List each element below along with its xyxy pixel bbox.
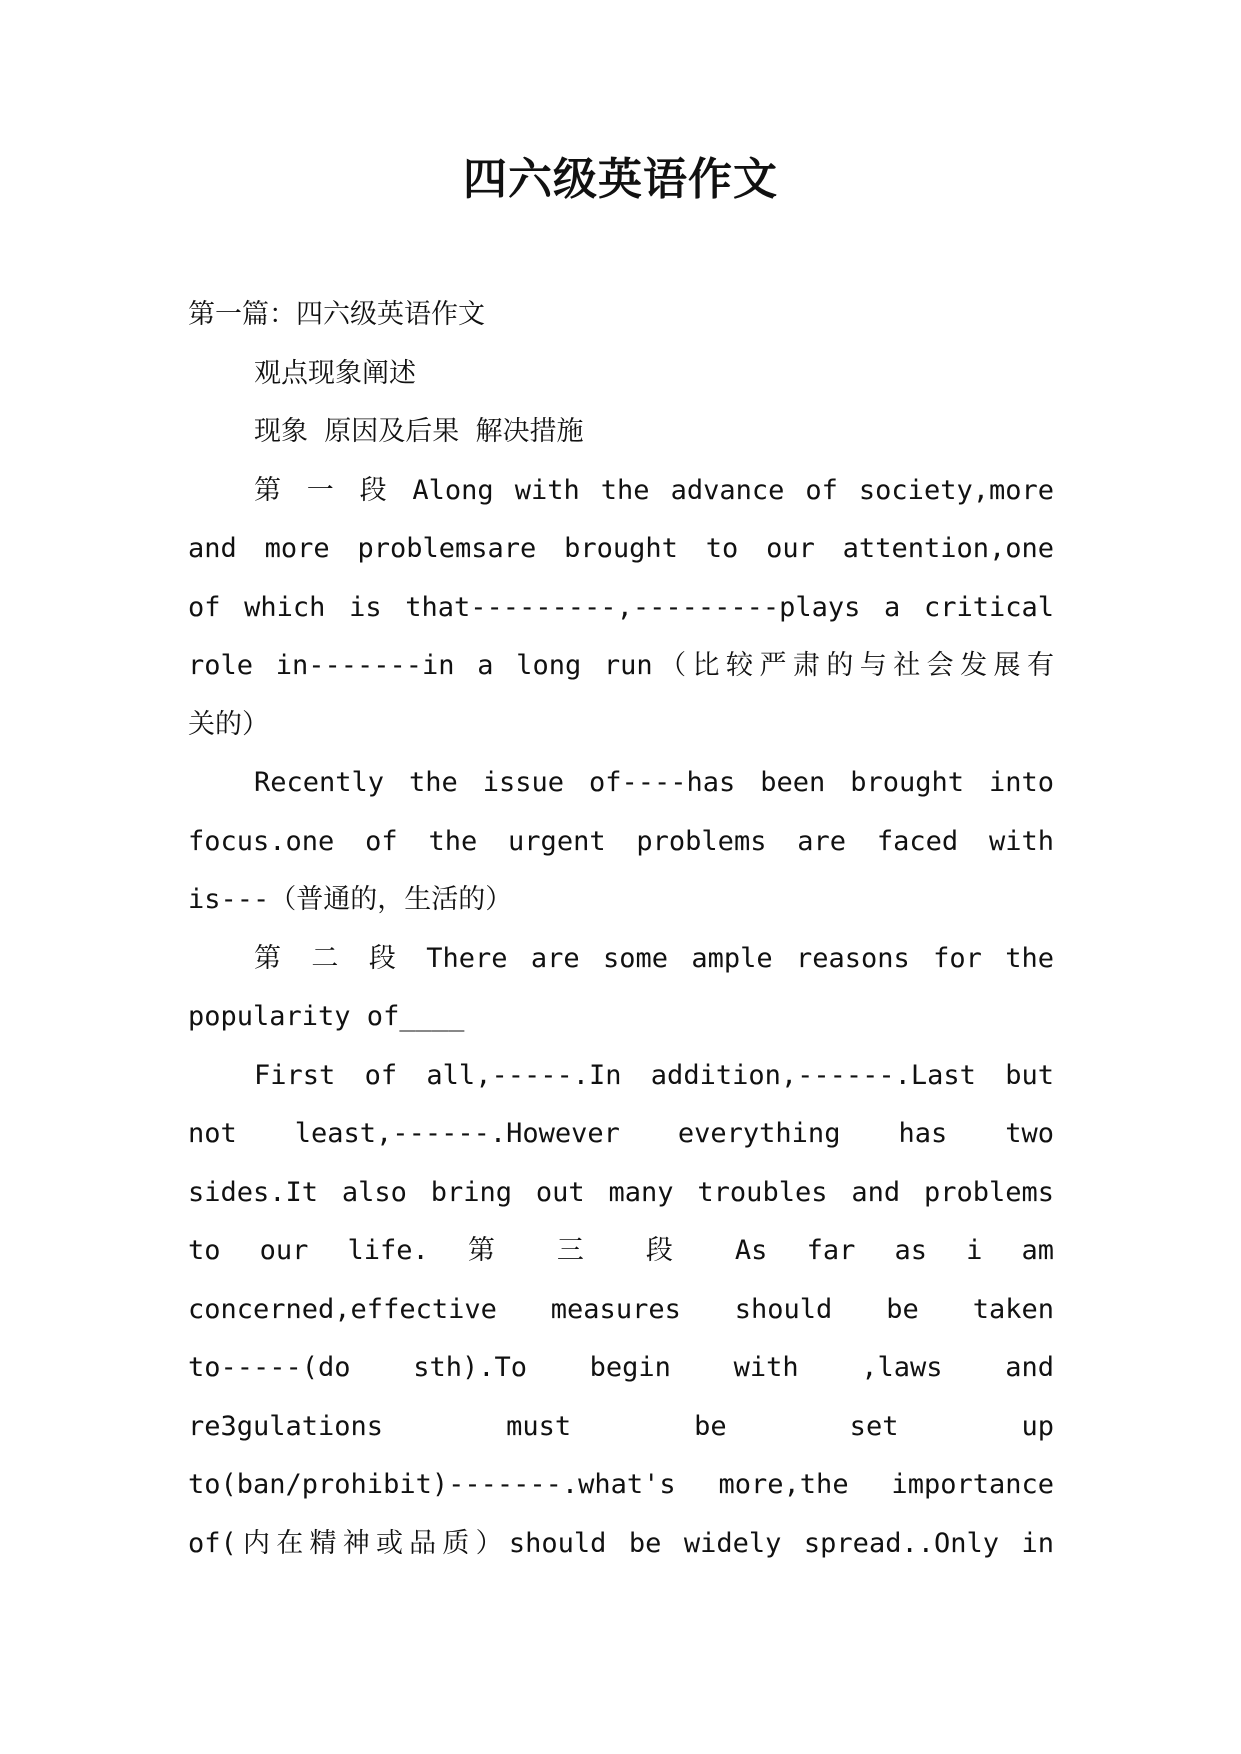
text-line: sides.It also bring out many troubles and problems (188, 1176, 1054, 1208)
text-line: to(ban/prohibit)-------.what's more,the importance (188, 1469, 1054, 1500)
document-title: 四六级英语作文 (463, 154, 778, 205)
text-line: and more problemsare brought to our attention,one (188, 533, 1054, 564)
section-heading: 第一篇：四六级英语作文 (188, 299, 485, 330)
text-line: 第 二 段 There are some ample reasons for the (254, 942, 1054, 974)
text-line: 第 一 段 Along with the advance of society,more (254, 474, 1054, 506)
text-line: re3gulations must be set up (188, 1410, 1054, 1442)
text-line: popularity of____ (188, 1001, 465, 1032)
text-line: concerned,effective measures should be taken (188, 1293, 1054, 1325)
text-line: First of all,-----.In addition,------.Last but (254, 1059, 1054, 1091)
text-line: of(内在精神或品质）should be widely spread..Only in (188, 1527, 1054, 1559)
text-line: is---（普通的，生活的） (188, 884, 513, 915)
text-line: of which is that---------,---------plays a critical (188, 591, 1054, 623)
text-line: to our life. 第 三 段 As far as i am (188, 1235, 1054, 1266)
text-line: to-----(do sth).To begin with ,laws and (188, 1352, 1054, 1383)
text-line: role in-------in a long run（比较严肃的与社会发展有 (188, 650, 1054, 681)
text-line: focus.one of the urgent problems are faced with (188, 825, 1054, 857)
text-line: 观点现象阐述 (254, 357, 416, 389)
text-line: Recently the issue of----has been brought into (254, 767, 1054, 798)
text-line: 关的） (188, 708, 269, 740)
document-body (188, 286, 1054, 1573)
text-line: not least,------.However everything has two (188, 1118, 1054, 1149)
text-line: 现象 原因及后果 解决措施 (254, 416, 584, 447)
